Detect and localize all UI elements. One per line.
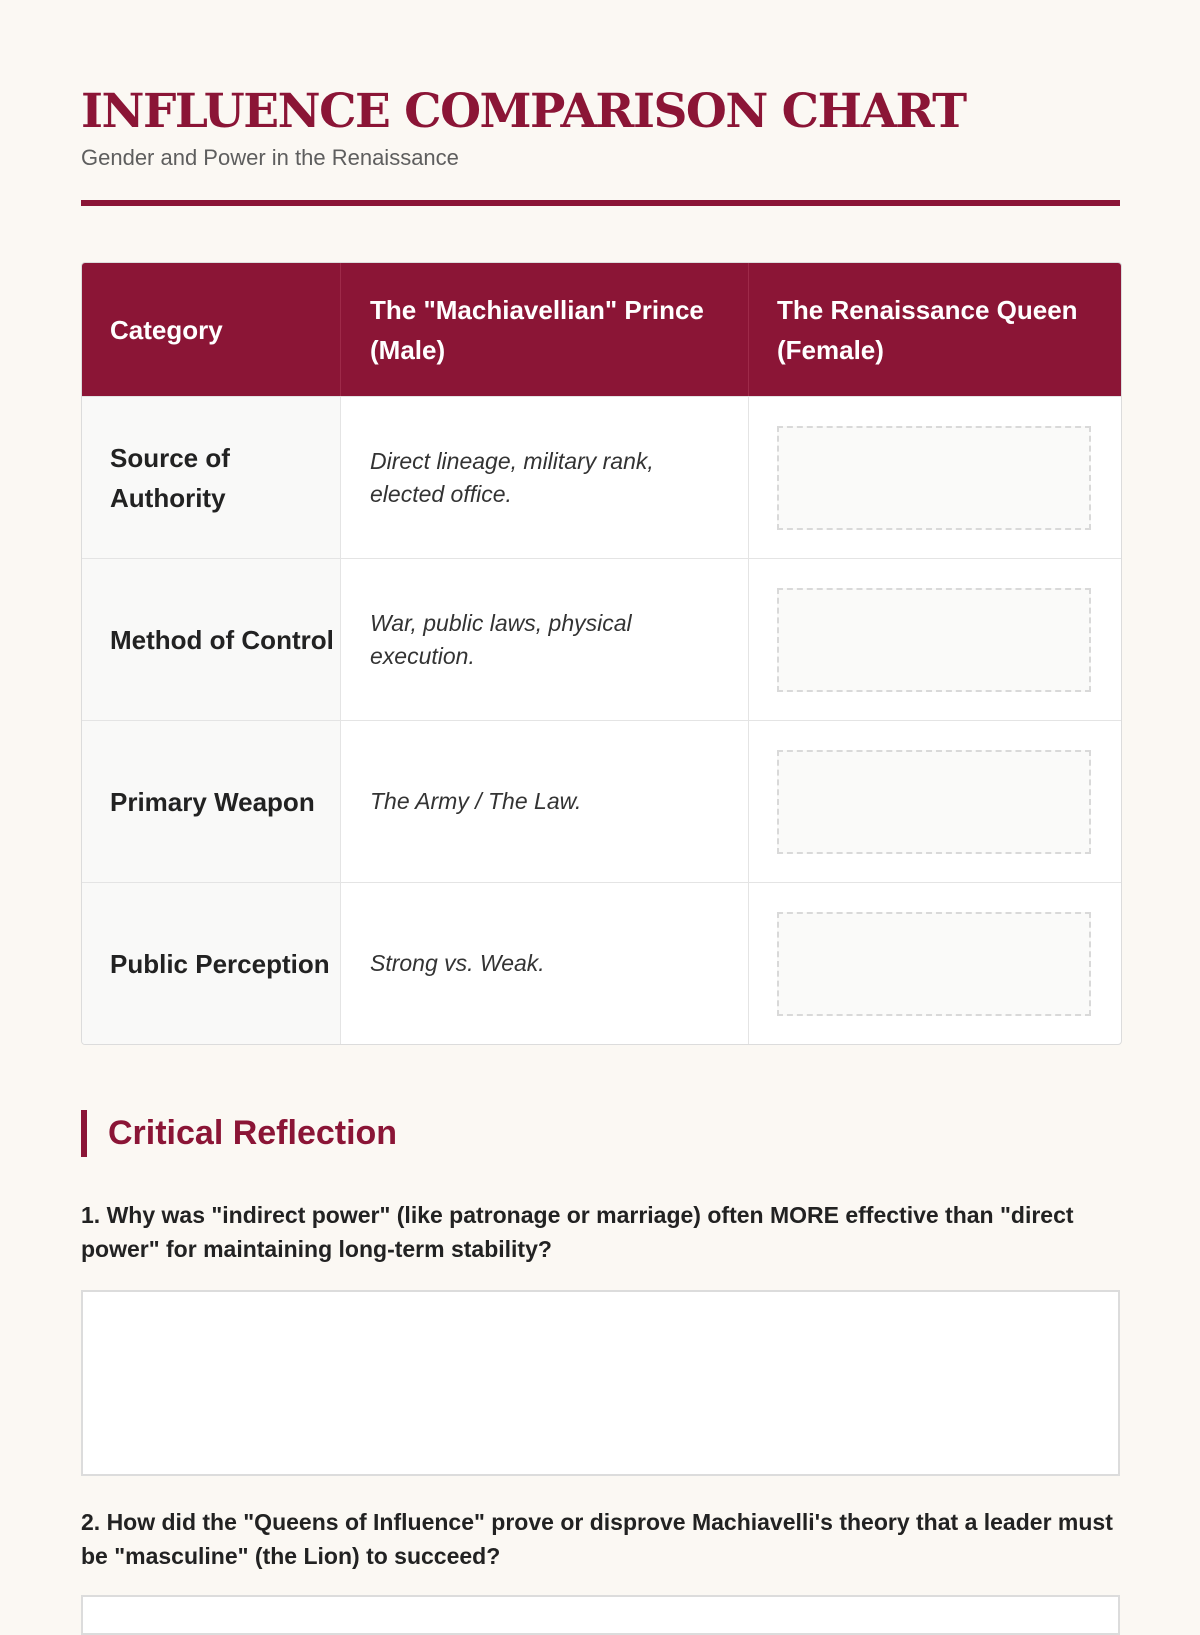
title-divider: [81, 200, 1120, 206]
reflection-answer-1[interactable]: [81, 1290, 1120, 1476]
reflection-answer-2[interactable]: [81, 1595, 1120, 1635]
row-category: Public Perception: [82, 883, 341, 1044]
table-row: [82, 882, 1121, 1044]
column-header-category: Category: [82, 263, 341, 396]
comparison-table: [81, 262, 1122, 1045]
table-row: [82, 396, 1121, 558]
row-category: Method of Control: [82, 559, 341, 720]
page-subtitle: Gender and Power in the Renaissance: [81, 145, 459, 170]
column-header-queen: The Renaissance Queen (Female): [777, 294, 1078, 365]
row-prince-value: Strong vs. Weak.: [341, 883, 749, 1044]
reflection-question-2: 2. How did the "Queens of Influence" prove or disprove Machiavelli's theory that a leader must be "masculine" (the Lion) to succeed?: [81, 1509, 1113, 1569]
queen-answer-box[interactable]: [777, 750, 1091, 854]
row-prince-value: The Army / The Law.: [341, 721, 749, 882]
row-category: Primary Weapon: [82, 721, 341, 882]
table-row: [82, 558, 1121, 720]
column-header-prince: The "Machiavellian" Prince (Male): [341, 263, 749, 396]
queen-answer-box[interactable]: [777, 426, 1091, 530]
section-heading-critical-reflection: Critical Reflection: [81, 1110, 397, 1157]
row-category: Source of Authority: [82, 397, 341, 558]
queen-answer-box[interactable]: [777, 912, 1091, 1016]
row-queen-cell: [749, 721, 1121, 882]
row-queen-cell: [749, 559, 1121, 720]
row-queen-cell: [749, 397, 1121, 558]
reflection-question-1: 1. Why was "indirect power" (like patronage or marriage) often MORE effective than "direct power" for maintaining long-term stability?: [81, 1202, 1074, 1262]
table-header-row: [82, 263, 1121, 396]
row-prince-value: War, public laws, physical execution.: [341, 559, 749, 720]
table-row: [82, 720, 1121, 882]
row-queen-cell: [749, 883, 1121, 1044]
row-prince-value: Direct lineage, military rank, elected office.: [341, 397, 749, 558]
queen-answer-box[interactable]: [777, 588, 1091, 692]
page-title: INFLUENCE COMPARISON CHART: [81, 84, 966, 139]
